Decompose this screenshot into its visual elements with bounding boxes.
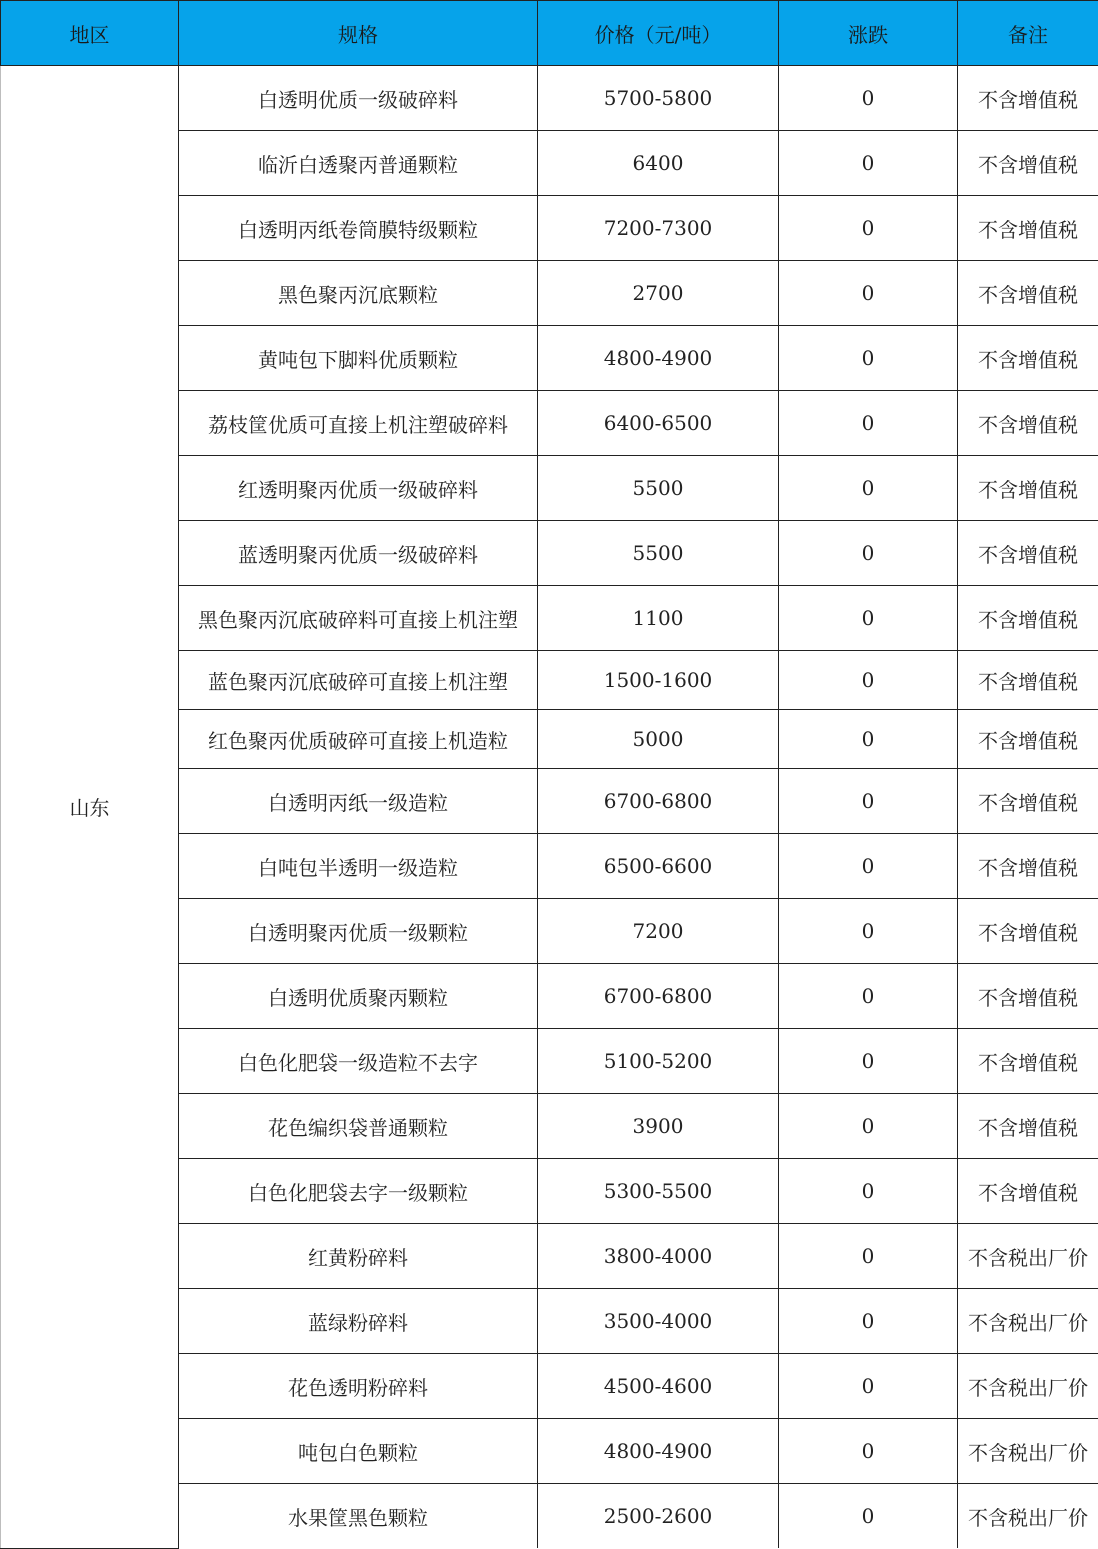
- price-cell: 5500: [538, 456, 779, 521]
- change-cell: 0: [779, 834, 958, 899]
- price-cell: 7200-7300: [538, 196, 779, 261]
- price-cell: 4800-4900: [538, 326, 779, 391]
- remark-cell: 不含增值税: [958, 1029, 1098, 1094]
- price-cell: 6400: [538, 131, 779, 196]
- remark-cell: 不含税出厂价: [958, 1419, 1098, 1484]
- spec-cell: 白透明优质一级破碎料: [179, 66, 538, 131]
- spec-cell: 黑色聚丙沉底颗粒: [179, 261, 538, 326]
- table-row: [1, 66, 1098, 131]
- price-cell: 6400-6500: [538, 391, 779, 456]
- spec-cell: 蓝色聚丙沉底破碎可直接上机注塑: [179, 651, 538, 710]
- change-cell: 0: [779, 521, 958, 586]
- price-cell: 5700-5800: [538, 66, 779, 131]
- spec-cell: 蓝透明聚丙优质一级破碎料: [179, 521, 538, 586]
- change-cell: 0: [779, 66, 958, 131]
- spec-cell: 花色编织袋普通颗粒: [179, 1094, 538, 1159]
- remark-cell: 不含增值税: [958, 1159, 1098, 1224]
- header-region: 地区: [1, 1, 179, 66]
- change-cell: 0: [779, 326, 958, 391]
- change-cell: 0: [779, 586, 958, 651]
- table-header-row: [1, 1, 1098, 66]
- price-cell: 5500: [538, 521, 779, 586]
- change-cell: 0: [779, 899, 958, 964]
- remark-cell: 不含增值税: [958, 261, 1098, 326]
- price-cell: 5100-5200: [538, 1029, 779, 1094]
- change-cell: 0: [779, 651, 958, 710]
- table-body: [1, 66, 1098, 1549]
- change-cell: 0: [779, 261, 958, 326]
- remark-cell: 不含增值税: [958, 391, 1098, 456]
- remark-cell: 不含税出厂价: [958, 1289, 1098, 1354]
- price-cell: 1500-1600: [538, 651, 779, 710]
- header-change: 涨跌: [779, 1, 958, 66]
- remark-cell: 不含税出厂价: [958, 1224, 1098, 1289]
- price-cell: 3900: [538, 1094, 779, 1159]
- price-cell: 5300-5500: [538, 1159, 779, 1224]
- spec-cell: 白色化肥袋一级造粒不去字: [179, 1029, 538, 1094]
- remark-cell: 不含增值税: [958, 964, 1098, 1029]
- change-cell: 0: [779, 1354, 958, 1419]
- remark-cell: 不含增值税: [958, 326, 1098, 391]
- spec-cell: 红色聚丙优质破碎可直接上机造粒: [179, 710, 538, 769]
- change-cell: 0: [779, 1289, 958, 1354]
- remark-cell: 不含增值税: [958, 521, 1098, 586]
- price-cell: 6500-6600: [538, 834, 779, 899]
- price-cell: 6700-6800: [538, 964, 779, 1029]
- price-cell: 3500-4000: [538, 1289, 779, 1354]
- remark-cell: 不含增值税: [958, 769, 1098, 834]
- spec-cell: 白透明聚丙优质一级颗粒: [179, 899, 538, 964]
- header-spec: 规格: [179, 1, 538, 66]
- spec-cell: 花色透明粉碎料: [179, 1354, 538, 1419]
- spec-cell: 红黄粉碎料: [179, 1224, 538, 1289]
- header-price: 价格（元/吨）: [538, 1, 779, 66]
- remark-cell: 不含增值税: [958, 1094, 1098, 1159]
- price-cell: 7200: [538, 899, 779, 964]
- spec-cell: 水果筐黑色颗粒: [179, 1484, 538, 1549]
- change-cell: 0: [779, 456, 958, 521]
- change-cell: 0: [779, 1159, 958, 1224]
- price-cell: 4500-4600: [538, 1354, 779, 1419]
- remark-cell: 不含税出厂价: [958, 1354, 1098, 1419]
- change-cell: 0: [779, 1484, 958, 1549]
- price-cell: 6700-6800: [538, 769, 779, 834]
- price-cell: 2500-2600: [538, 1484, 779, 1549]
- change-cell: 0: [779, 1029, 958, 1094]
- header-remark: 备注: [958, 1, 1098, 66]
- remark-cell: 不含增值税: [958, 651, 1098, 710]
- price-cell: 4800-4900: [538, 1419, 779, 1484]
- region-cell: 山东: [1, 66, 179, 1549]
- price-cell: 3800-4000: [538, 1224, 779, 1289]
- change-cell: 0: [779, 964, 958, 1029]
- change-cell: 0: [779, 131, 958, 196]
- remark-cell: 不含增值税: [958, 131, 1098, 196]
- remark-cell: 不含增值税: [958, 710, 1098, 769]
- change-cell: 0: [779, 769, 958, 834]
- price-cell: 5000: [538, 710, 779, 769]
- remark-cell: 不含增值税: [958, 834, 1098, 899]
- spec-cell: 黄吨包下脚料优质颗粒: [179, 326, 538, 391]
- spec-cell: 白色化肥袋去字一级颗粒: [179, 1159, 538, 1224]
- price-cell: 2700: [538, 261, 779, 326]
- change-cell: 0: [779, 710, 958, 769]
- spec-cell: 白透明丙纸卷筒膜特级颗粒: [179, 196, 538, 261]
- spec-cell: 荔枝筐优质可直接上机注塑破碎料: [179, 391, 538, 456]
- change-cell: 0: [779, 1419, 958, 1484]
- remark-cell: 不含增值税: [958, 586, 1098, 651]
- spec-cell: 白透明丙纸一级造粒: [179, 769, 538, 834]
- remark-cell: 不含增值税: [958, 66, 1098, 131]
- spec-cell: 蓝绿粉碎料: [179, 1289, 538, 1354]
- remark-cell: 不含税出厂价: [958, 1484, 1098, 1549]
- spec-cell: 吨包白色颗粒: [179, 1419, 538, 1484]
- remark-cell: 不含增值税: [958, 899, 1098, 964]
- price-cell: 1100: [538, 586, 779, 651]
- spec-cell: 白吨包半透明一级造粒: [179, 834, 538, 899]
- remark-cell: 不含增值税: [958, 196, 1098, 261]
- change-cell: 0: [779, 1094, 958, 1159]
- change-cell: 0: [779, 391, 958, 456]
- change-cell: 0: [779, 196, 958, 261]
- spec-cell: 黑色聚丙沉底破碎料可直接上机注塑: [179, 586, 538, 651]
- spec-cell: 白透明优质聚丙颗粒: [179, 964, 538, 1029]
- spec-cell: 临沂白透聚丙普通颗粒: [179, 131, 538, 196]
- remark-cell: 不含增值税: [958, 456, 1098, 521]
- spec-cell: 红透明聚丙优质一级破碎料: [179, 456, 538, 521]
- change-cell: 0: [779, 1224, 958, 1289]
